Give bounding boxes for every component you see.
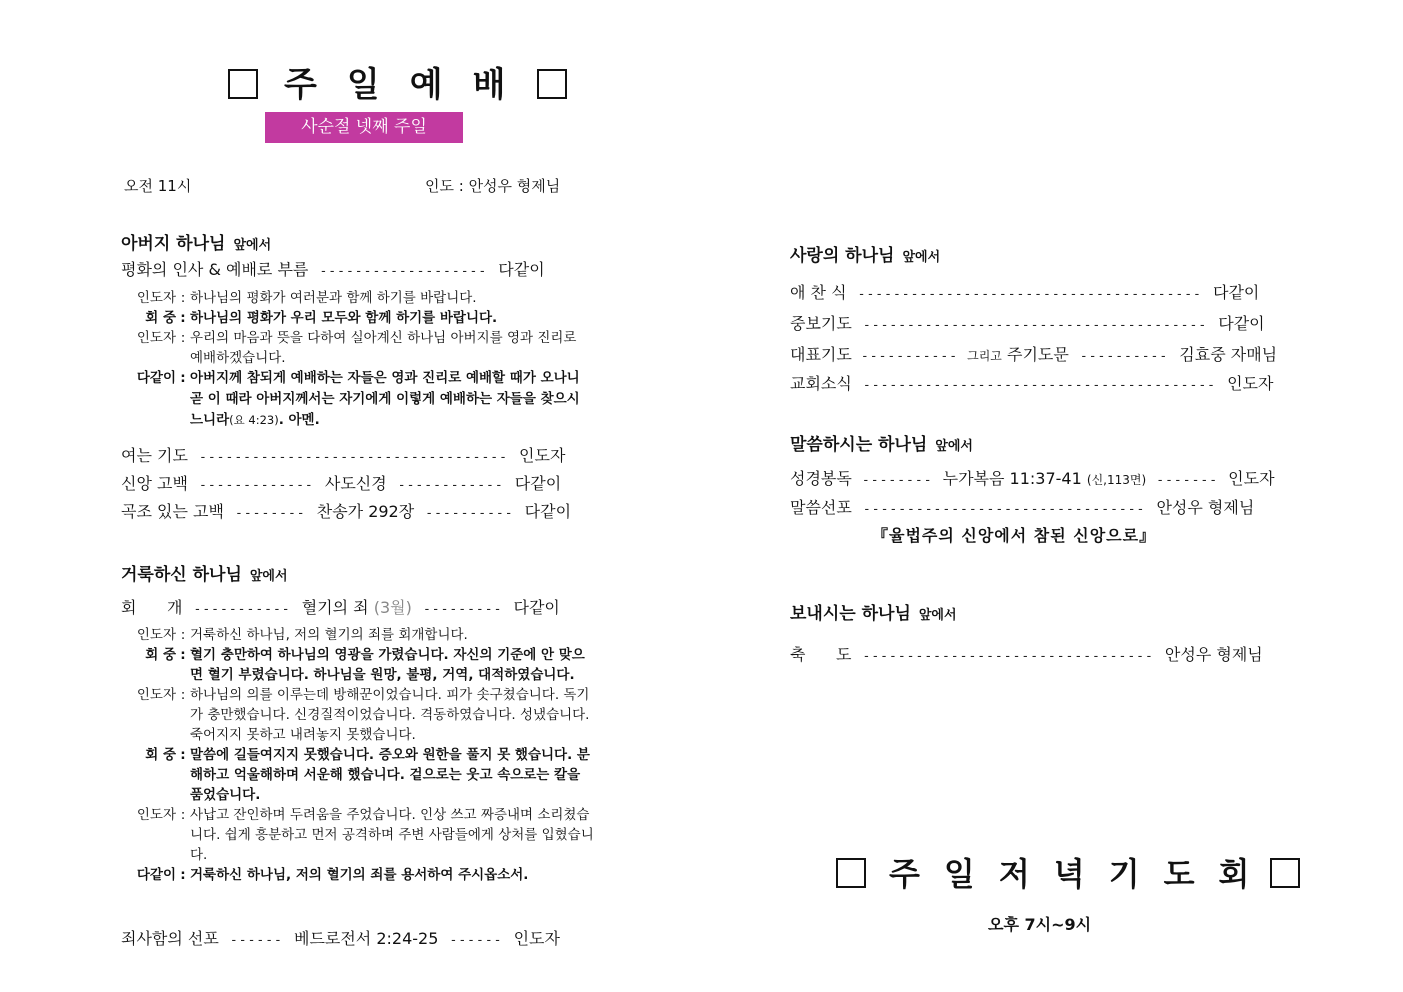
service-time: 오전 11시 <box>124 177 192 195</box>
box-icon <box>1270 858 1300 888</box>
section-title: 말씀하시는 하나님 앞에서 <box>790 435 973 455</box>
order-item: 말씀선포 -------------------------------- 안성우 형제님 <box>790 498 1255 517</box>
sermon-title: 『율법주의 신앙에서 참된 신앙으로』 <box>872 526 1157 545</box>
response-line: 회 중 : 말씀에 길들여지지 못했습니다. 증오와 원한을 풀지 못 했습니다. 분해하고 억울해하며 서운해 했습니다. 겉으로는 웃고 속으로는 칼을 품었습니다. <box>145 747 590 803</box>
order-item: 애 찬 식 --------------------------------------- 다같이 <box>790 283 1260 302</box>
response-line: 인도자 : 하나님의 평화가 여러분과 함께 하기를 바랍니다. <box>136 290 477 306</box>
section-title: 사랑의 하나님 앞에서 <box>790 246 941 266</box>
section-title: 거룩하신 하나님 앞에서 <box>121 565 288 585</box>
response-line: 다같이 : 아버지께 참되게 예배하는 자들은 영과 진리로 예배할 때가 오나니 곧 이 때라 아버지께서는 자기에게 이렇게 예배하는 자들을 찾으시느니라(요 4:23). 아멘. <box>136 370 580 428</box>
order-item: 교회소식 ---------------------------------------- 인도자 <box>790 374 1274 393</box>
service-leader: 인도 : 안성우 형제님 <box>425 177 561 195</box>
box-icon <box>228 69 258 99</box>
responsive-reading <box>116 625 594 885</box>
box-icon <box>537 69 567 99</box>
order-item: 평화의 인사 & 예배로 부름 ------------------- 다같이 <box>121 260 545 279</box>
section-title: 보내시는 하나님 앞에서 <box>790 604 957 624</box>
response-line: 회 중 : 혈기 충만하여 하나님의 영광을 가렸습니다. 자신의 기준에 안 맞으면 혈기 부렸습니다. 하나님을 원망, 불평, 거역, 대적하였습니다. <box>145 647 585 683</box>
box-icon <box>836 858 866 888</box>
response-line: 인도자 : 거룩하신 하나님, 저의 혈기의 죄를 회개합니다. <box>136 627 468 643</box>
order-item: 성경봉독 -------- 누가복음 11:37-41 (신,113면) ------- 인도자 <box>790 469 1275 488</box>
response-line: 인도자 : 우리의 마음과 뜻을 다하여 실아계신 하나님 아버지를 영과 진리로 예배하겠습니다. <box>136 330 577 366</box>
order-item: 신앙 고백 ------------- 사도신경 ------------ 다같이 <box>121 474 562 493</box>
response-line: 회 중 : 하나님의 평화가 우리 모두와 함께 하기를 바랍니다. <box>145 310 498 326</box>
order-item: 회 개 ----------- 혈기의 죄 (3월) --------- 다같이 <box>121 598 560 617</box>
season-badge: 사순절 넷째 주일 <box>265 112 463 143</box>
order-item: 죄사함의 선포 ------ 베드로전서 2:24-25 ------ 인도자 <box>121 929 560 948</box>
response-line: 인도자 : 사납고 잔인하며 두려움을 주었습니다. 인상 쓰고 짜증내며 소리쳤습니다. 쉽게 흥분하고 먼저 공격하며 주변 사람들에게 상처를 입혔습니다. <box>136 807 594 863</box>
service-title: 주 일 예 배 <box>228 57 581 106</box>
responsive-reading <box>116 288 588 431</box>
order-item: 중보기도 --------------------------------------- 다같이 <box>790 314 1265 333</box>
evening-time: 오후 7시~9시 <box>988 915 1092 934</box>
order-item: 곡조 있는 고백 -------- 찬송가 292장 ---------- 다같이 <box>121 502 572 521</box>
evening-title: 주 일 저 녁 기 도 회 <box>836 849 1314 895</box>
response-line: 인도자 : 하나님의 의를 이루는데 방해꾼이었습니다. 피가 솟구쳤습니다. 독기가 충만했습니다. 신경질적이었습니다. 격동하였습니다. 성냈습니다. 죽어지지 못하고 내려놓지 못했습니다. <box>136 687 590 743</box>
order-item: 축 도 --------------------------------- 안성우 형제님 <box>790 645 1263 664</box>
order-item: 대표기도 ----------- 그리고 주기도문 ---------- 김효중 자매님 <box>790 345 1278 364</box>
section-title: 아버지 하나님 앞에서 <box>121 234 272 254</box>
order-item: 여는 기도 ----------------------------------- 인도자 <box>121 446 566 465</box>
response-line: 다같이 : 거룩하신 하나님, 저의 혈기의 죄를 용서하여 주시옵소서. <box>136 867 529 883</box>
